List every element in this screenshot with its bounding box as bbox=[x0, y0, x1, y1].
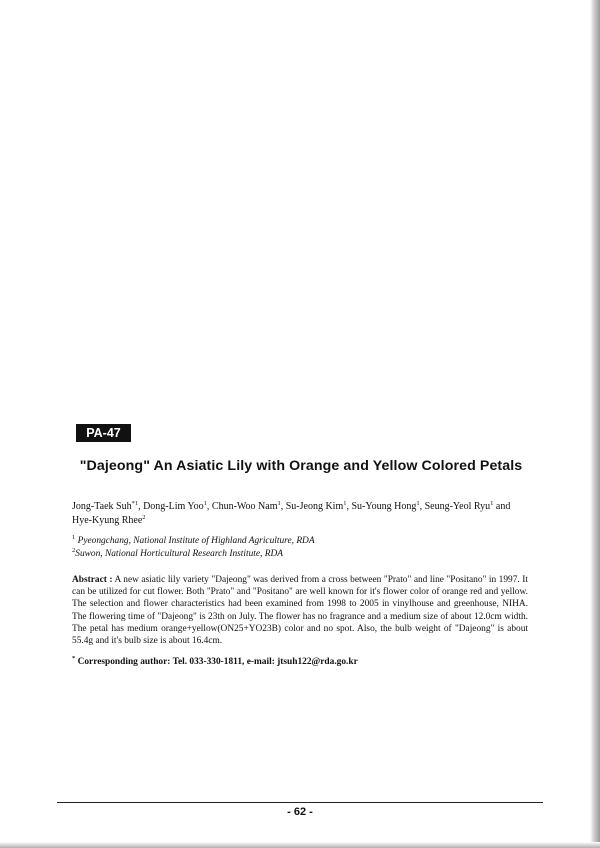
author-name: Su-Young Hong bbox=[351, 501, 417, 512]
footer-rule bbox=[57, 802, 543, 803]
author-separator: , bbox=[280, 501, 286, 512]
author-name: Dong-Lim Yoo bbox=[143, 501, 204, 512]
affiliation-text: Suwon, National Horticultural Research Institute, RDA bbox=[75, 549, 283, 559]
session-code-badge: PA-47 bbox=[76, 424, 131, 442]
author-separator: and bbox=[493, 501, 511, 512]
affiliation-number: 2 bbox=[72, 547, 76, 554]
affiliation-list bbox=[72, 535, 532, 561]
corresponding-mark: * bbox=[72, 655, 76, 662]
abstract bbox=[72, 574, 528, 647]
abstract-text: A new asiatic lily variety "Dajeong" was derived from a cross between "Prato" and line "Positano" in 1997. It can be utilized for cut flower. Both "Prato" and "Positano" are well known for it's flower color of orange red and yellow. The selection and flower characteristics had been examined from 1998 to 2005 in vinylhouse and greenhouse, NIHA. The flowering time of "Dajeong" is 23th on July. The flower has no fragrance and a medium size of about 12.0cm width. The petal has medium orange+yellow(ON25+YO23B) color and no spot. Also, the bulb weight of "Dajeong" is about 55.4g and it's bulb size is about 16.4cm. bbox=[72, 575, 528, 647]
scan-edge-bottom bbox=[0, 842, 600, 848]
author-name: Seung-Yeol Ryu bbox=[424, 501, 491, 512]
author-affiliation-mark: 1 bbox=[343, 500, 347, 507]
author-affiliation-mark: 1 bbox=[416, 500, 420, 507]
abstract-label: Abstract : bbox=[72, 575, 113, 585]
corresponding-text: Corresponding author: Tel. 033-330-1811, e-mail: jtsuh122@rda.go.kr bbox=[75, 657, 358, 667]
author-name: Jong-Taek Suh bbox=[72, 501, 132, 512]
author-affiliation-mark: 1 bbox=[203, 500, 207, 507]
author-separator: , bbox=[206, 501, 212, 512]
author-affiliation-mark: 1 bbox=[277, 500, 281, 507]
affiliation-text: Pyeongchang, National Institute of Highland Agriculture, RDA bbox=[75, 536, 315, 546]
page-number: - 62 - bbox=[287, 806, 313, 818]
author-name: Chun-Woo Nam bbox=[211, 501, 278, 512]
author-name: Hye-Kyung Rhee bbox=[72, 515, 143, 526]
author-list bbox=[72, 500, 532, 528]
paper-title: "Dajeong" An Asiatic Lily with Orange and Yellow Colored Petals bbox=[79, 458, 523, 474]
author-separator: , bbox=[419, 501, 425, 512]
affiliation-line bbox=[72, 535, 532, 548]
author-affiliation-mark: *1 bbox=[131, 500, 139, 507]
corresponding-author bbox=[72, 657, 532, 667]
author-affiliation-mark: 2 bbox=[142, 514, 146, 521]
author-separator: , bbox=[346, 501, 352, 512]
affiliation-number: 1 bbox=[72, 534, 76, 541]
scan-edge-right bbox=[590, 0, 600, 848]
author-affiliation-mark: 1 bbox=[490, 500, 494, 507]
author-separator: , bbox=[138, 501, 144, 512]
author-name: Su-Jeong Kim bbox=[285, 501, 344, 512]
affiliation-line bbox=[72, 548, 532, 561]
